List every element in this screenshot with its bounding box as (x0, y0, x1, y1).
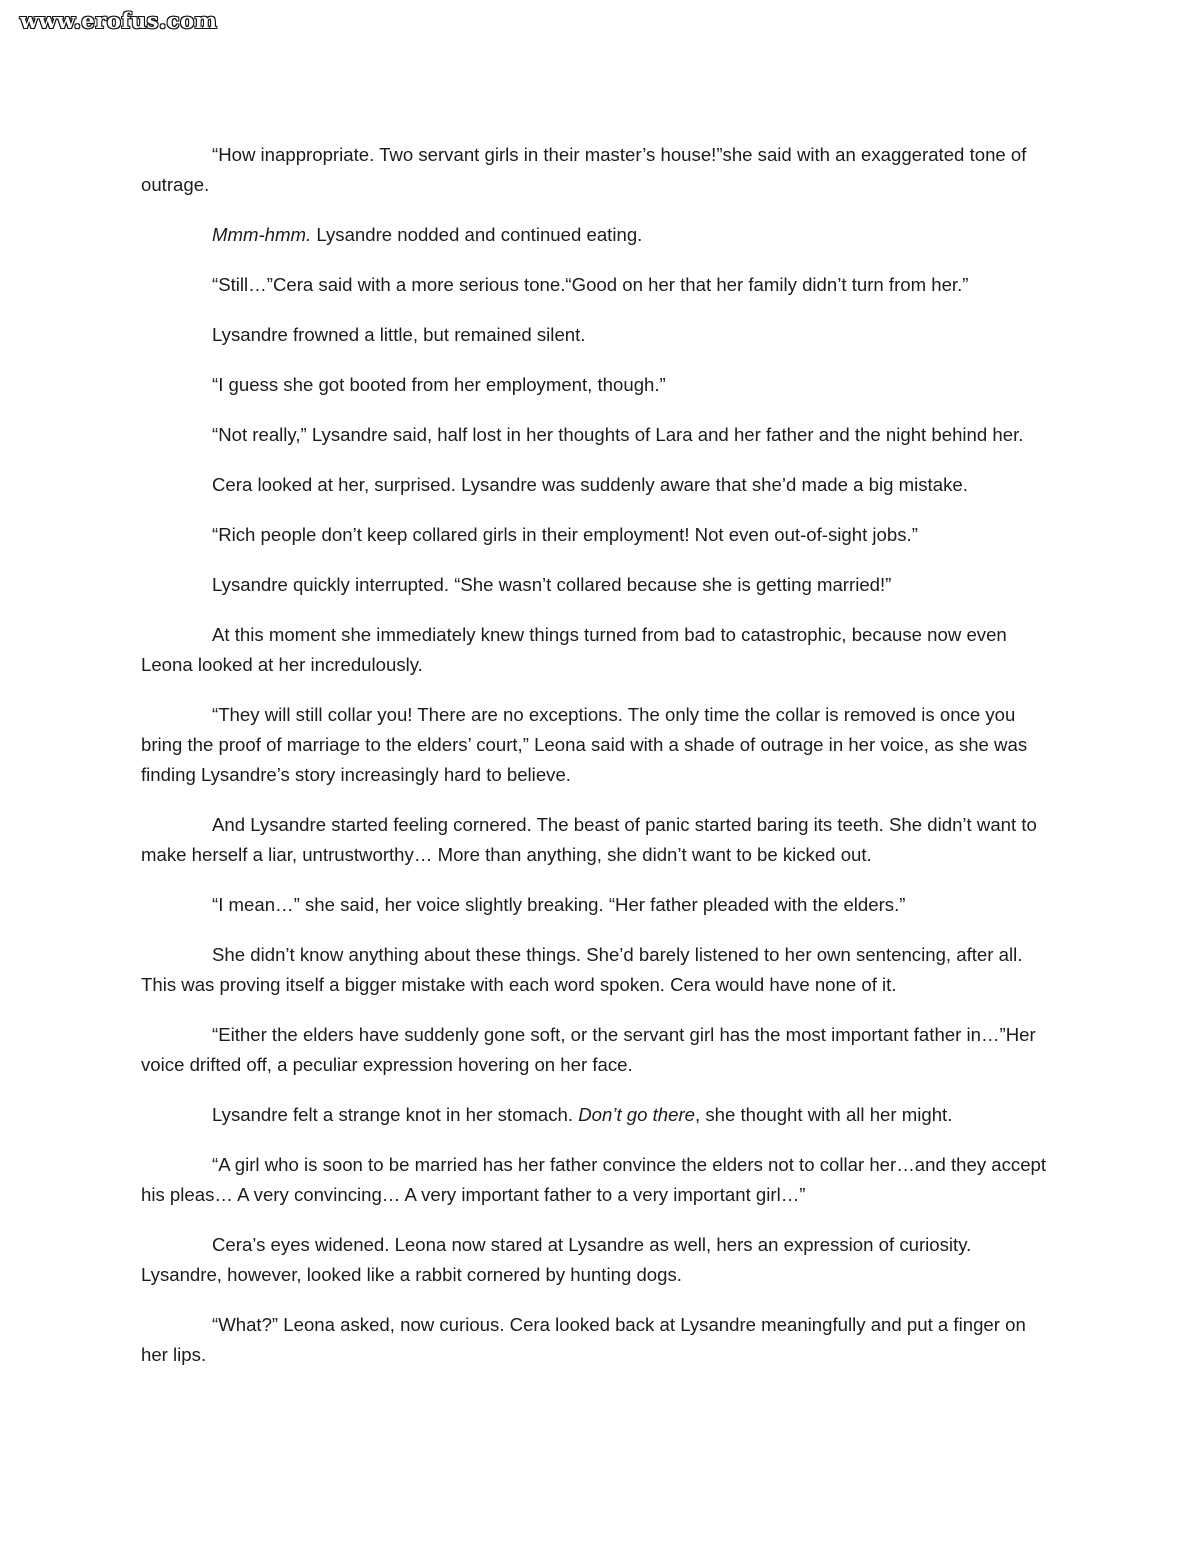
paragraph (141, 940, 1056, 1000)
paragraph (141, 220, 1056, 250)
paragraph (141, 810, 1056, 870)
italic-text: Don’t go there (578, 1104, 696, 1125)
paragraph (141, 1310, 1056, 1370)
paragraph-text: “I mean…” she said, her voice slightly breaking. “Her father pleaded with the elders.” (212, 894, 906, 915)
paragraph (141, 570, 1056, 600)
paragraph-text: Lysandre frowned a little, but remained silent. (212, 324, 586, 345)
paragraph (141, 370, 1056, 400)
paragraph (141, 270, 1056, 300)
paragraph-text: “Still…”Cera said with a more serious tone.“Good on her that her family didn’t turn from her.” (212, 274, 969, 295)
paragraph (141, 140, 1056, 200)
paragraph-text: , she thought with all her might. (695, 1104, 953, 1125)
paragraph-text: “Not really,” Lysandre said, half lost in her thoughts of Lara and her father and the night behind her. (212, 424, 1024, 445)
paragraph (141, 620, 1056, 680)
paragraph-text: And Lysandre started feeling cornered. The beast of panic started baring its teeth. She didn’t want to make herself a liar, untrustworthy… More than anything, she didn’t want to be kicked out. (141, 814, 1037, 865)
paragraph (141, 1150, 1056, 1210)
document-body (141, 140, 1056, 1390)
paragraph (141, 470, 1056, 500)
paragraph-text: “A girl who is soon to be married has her father convince the elders not to collar her…and they accept his pleas… A very convincing… A very important father to a very important girl…” (141, 1154, 1047, 1205)
paragraph-text: “How inappropriate. Two servant girls in their master’s house!”she said with an exaggerated tone of outrage. (141, 144, 1027, 195)
paragraph-text: “I guess she got booted from her employment, though.” (212, 374, 666, 395)
paragraph (141, 520, 1056, 550)
paragraph (141, 1230, 1056, 1290)
paragraph (141, 1020, 1056, 1080)
paragraph-text: Cera’s eyes widened. Leona now stared at Lysandre as well, hers an expression of curiosity. Lysandre, however, looked like a rabbit cornered by hunting dogs. (141, 1234, 972, 1285)
paragraph-text: “What?” Leona asked, now curious. Cera looked back at Lysandre meaningfully and put a finger on her lips. (141, 1314, 1026, 1365)
paragraph-text: “They will still collar you! There are no exceptions. The only time the collar is removed is once you bring the proof of marriage to the elders’ court,” Leona said with a shade of outrage in her voice, as she was finding Lysandre’s story increasingly hard to believe. (141, 704, 1028, 785)
paragraph-text: “Either the elders have suddenly gone soft, or the servant girl has the most important father in…”Her voice drifted off, a peculiar expression hovering on her face. (141, 1024, 1036, 1075)
paragraph (141, 420, 1056, 450)
paragraph-text: Cera looked at her, surprised. Lysandre was suddenly aware that she’d made a big mistake. (212, 474, 968, 495)
site-watermark: www.erofus.com (20, 8, 218, 33)
paragraph-text: Lysandre felt a strange knot in her stomach. (212, 1104, 579, 1125)
paragraph-text: She didn’t know anything about these things. She’d barely listened to her own sentencing, after all. This was proving itself a bigger mistake with each word spoken. Cera would have none of it. (141, 944, 1023, 995)
paragraph (141, 700, 1056, 790)
paragraph (141, 1100, 1056, 1130)
paragraph-text: Lysandre nodded and continued eating. (311, 224, 643, 245)
paragraph-text: Lysandre quickly interrupted. “She wasn’t collared because she is getting married!” (212, 574, 892, 595)
paragraph (141, 320, 1056, 350)
paragraph-text: “Rich people don’t keep collared girls in their employment! Not even out-of-sight jobs.” (212, 524, 918, 545)
paragraph (141, 890, 1056, 920)
italic-text: Mmm-hmm. (212, 224, 312, 245)
paragraph-text: At this moment she immediately knew things turned from bad to catastrophic, because now even Leona looked at her incredulously. (141, 624, 1007, 675)
